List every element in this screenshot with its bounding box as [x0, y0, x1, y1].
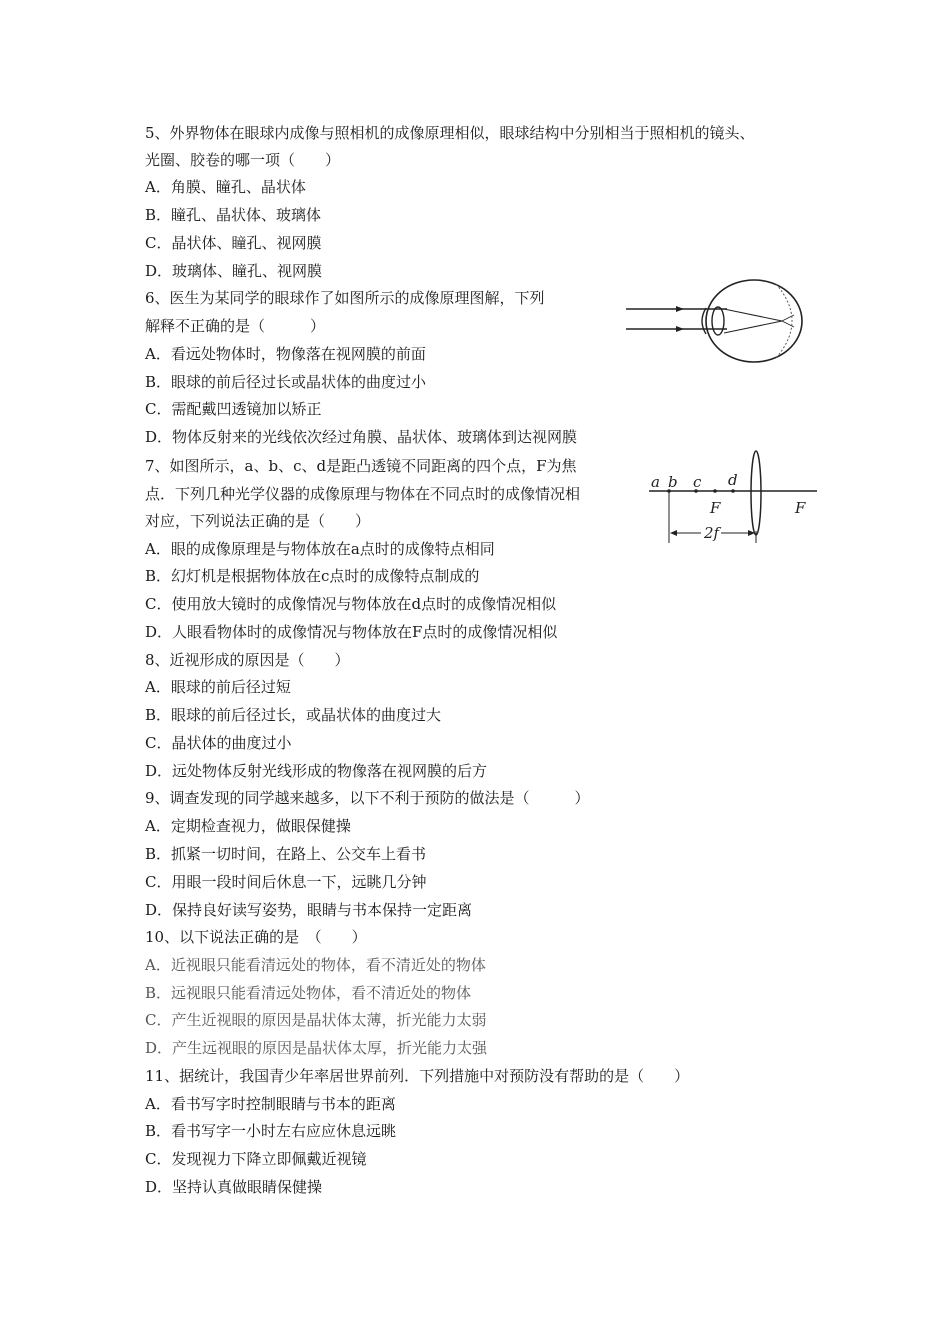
q5-option-c: C．晶状体、瞳孔、视网膜 — [145, 234, 322, 252]
q5-stem-line-1: 5、外界物体在眼球内成像与照相机的成像原理相似，眼球结构中分别相当于照相机的镜头、 — [145, 124, 755, 142]
q10-option-d: D．产生远视眼的原因是晶状体太厚，折光能力太强 — [145, 1039, 488, 1057]
q6-stem-line-2: 解释不正确的是（ ） — [145, 317, 326, 335]
q9-stem: 9、调查发现的同学越来越多，以下不利于预防的做法是（ ） — [145, 789, 590, 807]
q10-stem: 10、以下说法正确的是 （ ） — [145, 928, 367, 946]
q9-option-a: A．定期检查视力，做眼保健操 — [145, 817, 351, 835]
q7-option-a: A．眼的成像原理是与物体放在a点时的成像特点相同 — [145, 540, 495, 558]
focus-right-label: F — [795, 499, 806, 517]
q6-option-d: D．物体反射来的光线依次经过角膜、晶状体、玻璃体到达视网膜 — [145, 428, 578, 446]
q5-option-b: B．瞳孔、晶状体、玻璃体 — [145, 206, 322, 224]
point-b-label: b — [668, 473, 678, 491]
q9-option-c: C．用眼一段时间后休息一下，远眺几分钟 — [145, 873, 427, 891]
q11-option-b: B．看书写字一小时左右应应休息远眺 — [145, 1122, 397, 1140]
q8-option-a: A．眼球的前后径过短 — [145, 678, 291, 696]
q6-option-c: C．需配戴凹透镜加以矫正 — [145, 400, 322, 418]
q11-stem: 11、据统计，我国青少年率居世界前列．下列措施中对预防没有帮助的是（ ） — [145, 1067, 690, 1085]
two-f-label: 2f — [704, 524, 720, 542]
q7-stem-line-3: 对应，下列说法正确的是（ ） — [145, 512, 371, 530]
arrow-bottom-icon — [676, 326, 684, 332]
q5-option-a: A．角膜、瞳孔、晶状体 — [145, 178, 306, 196]
q7-option-d: D．人眼看物体时的成像情况与物体放在F点时的成像情况相似 — [145, 623, 558, 641]
q10-option-a: A．近视眼只能看清远处的物体，看不清近处的物体 — [145, 956, 486, 974]
q8-option-c: C．晶状体的曲度过小 — [145, 734, 292, 752]
point-d-label: d — [728, 471, 738, 489]
q8-option-b: B．眼球的前后径过长，或晶状体的曲度过大 — [145, 706, 442, 724]
q11-option-c: C．发现视力下降立即佩戴近视镜 — [145, 1150, 367, 1168]
convex-lens — [751, 451, 761, 535]
q7-stem-line-1: 7、如图所示，a、b、c、d是距凸透镜不同距离的四个点，F为焦 — [145, 457, 577, 475]
q7-option-b: B．幻灯机是根据物体放在c点时的成像特点制成的 — [145, 567, 480, 585]
eye-diagram — [622, 278, 827, 366]
point-c-label: c — [693, 473, 702, 491]
q11-option-d: D．坚持认真做眼睛保健操 — [145, 1178, 323, 1196]
q6-option-a: A．看远处物体时，物像落在视网膜的前面 — [145, 345, 426, 363]
lens-diagram — [645, 445, 820, 550]
q8-option-d: D．远处物体反射光线形成的物像落在视网膜的后方 — [145, 762, 488, 780]
q7-stem-line-2: 点．下列几种光学仪器的成像原理与物体在不同点时的成像情况相 — [145, 485, 581, 503]
eyeball-outline — [706, 280, 802, 362]
q6-option-b: B．眼球的前后径过长或晶状体的曲度过小 — [145, 373, 427, 391]
q7-option-c: C．使用放大镜时的成像情况与物体放在d点时的成像情况相似 — [145, 595, 557, 613]
q11-option-a: A．看书写字时控制眼睛与书本的距离 — [145, 1095, 396, 1113]
arrow-top-icon — [676, 306, 684, 312]
q10-option-b: B．远视眼只能看清远处物体，看不清近处的物体 — [145, 984, 472, 1002]
q8-stem: 8、近视形成的原因是（ ） — [145, 651, 350, 669]
crystalline-lens — [712, 307, 724, 335]
q9-option-b: B．抓紧一切时间，在路上、公交车上看书 — [145, 845, 427, 863]
q6-stem-line-1: 6、医生为某同学的眼球作了如图所示的成像原理图解，下列 — [145, 289, 545, 307]
retina-dashed — [776, 284, 792, 358]
q10-option-c: C．产生近视眼的原因是晶状体太薄，折光能力太弱 — [145, 1011, 487, 1029]
q5-option-d: D．玻璃体、瞳孔、视网膜 — [145, 262, 323, 280]
q9-option-d: D．保持良好读写姿势，眼睛与书本保持一定距离 — [145, 901, 473, 919]
dim-arrow-left-icon — [670, 530, 677, 536]
q5-stem-line-2: 光圈、胶卷的哪一项（ ） — [145, 151, 341, 169]
focus-left-label: F — [710, 499, 721, 517]
point-a-label: a — [651, 473, 660, 491]
